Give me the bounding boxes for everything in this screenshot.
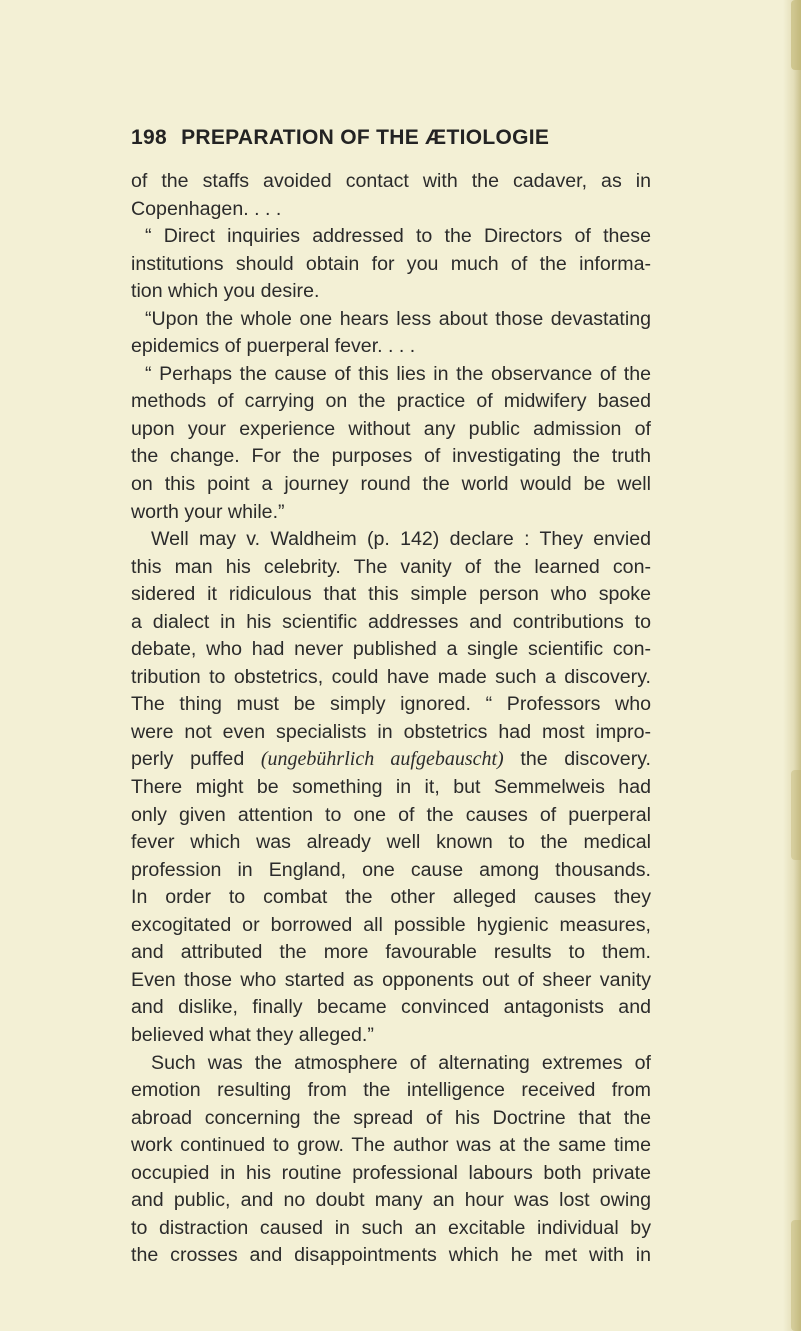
text-line: [131, 168, 651, 196]
text-line: [131, 581, 651, 609]
text-line: [131, 1160, 651, 1188]
text-line-content: There might be something in it, but Semmelweis had: [131, 776, 651, 799]
text-line: [131, 1105, 651, 1133]
text-line: [131, 636, 651, 664]
text-line-content: “ Perhaps the cause of this lies in the observance of the: [145, 362, 651, 385]
text-line-content: upon your experience without any public admission of: [131, 417, 651, 440]
text-line-content: the change. For the purposes of investigating the truth: [131, 445, 651, 468]
text-line: [131, 196, 651, 224]
text-line: [131, 609, 651, 637]
text-line-content: institutions should obtain for you much of the informa-: [131, 252, 651, 275]
text-line: [131, 719, 651, 747]
text-line-content: and attributed the more favourable results to them.: [131, 941, 651, 964]
page-edge-stain: [791, 770, 801, 860]
text-line: [131, 829, 651, 857]
text-line-content: fever which was already well known to the medical: [131, 831, 651, 854]
text-line: [131, 333, 651, 361]
text-line-content: debate, who had never published a single scientific con-: [131, 638, 651, 661]
text-line-content: “ Direct inquiries addressed to the Directors of these: [145, 225, 651, 248]
text-line-content: abroad concerning the spread of his Doctrine that the: [131, 1106, 651, 1129]
text-line: [131, 994, 651, 1022]
text-line-continuation: the discovery.: [520, 748, 651, 771]
text-line-content: a dialect in his scientific addresses and contributions to: [131, 610, 651, 633]
text-line: [131, 967, 651, 995]
text-line-content: believed what they alleged.”: [131, 1023, 374, 1046]
text-line: [131, 471, 651, 499]
text-line: [131, 939, 651, 967]
text-line-content: and dislike, finally became convinced antagonists and: [131, 996, 651, 1019]
text-line-content: were not even specialists in obstetrics had most impro-: [131, 720, 651, 743]
text-line: [131, 746, 651, 774]
page-edge-shading: [783, 0, 801, 1331]
text-line-content: Such was the atmosphere of alternating extremes of: [151, 1051, 651, 1074]
text-line-content: only given attention to one of the causes of puerperal: [131, 803, 651, 826]
text-line-content: emotion resulting from the intelligence received from: [131, 1079, 651, 1102]
page-edge-stain: [791, 0, 801, 70]
text-line-content: Copenhagen. . . .: [131, 197, 282, 220]
text-line-content: Even those who started as opponents out of sheer vanity: [131, 968, 651, 991]
text-line: [131, 1215, 651, 1243]
text-line-content: on this point a journey round the world would be well: [131, 473, 651, 496]
text-line: [131, 443, 651, 471]
text-line: [131, 1187, 651, 1215]
text-line-content: methods of carrying on the practice of midwifery based: [131, 390, 651, 413]
page-number: 198: [131, 126, 167, 149]
text-line-content: perly puffed: [131, 748, 245, 771]
chapter-title: PREPARATION OF THE ÆTIOLOGIE: [181, 126, 550, 149]
text-line: [131, 857, 651, 885]
text-line-content: tribution to obstetrics, could have made such a discovery.: [131, 665, 651, 688]
text-line-content: worth your while.”: [131, 500, 285, 523]
text-line: [131, 884, 651, 912]
text-line-content: work continued to grow. The author was at the same time: [131, 1134, 651, 1157]
text-line: [131, 361, 651, 389]
running-head: [131, 126, 691, 156]
body-text: [131, 168, 651, 1270]
text-line-content: “Upon the whole one hears less about those devastating: [145, 307, 651, 330]
text-line-content: excogitated or borrowed all possible hygienic measures,: [131, 913, 651, 936]
text-line: [131, 526, 651, 554]
text-line: [131, 691, 651, 719]
text-line-content: Well may v. Waldheim (p. 142) declare : They envied: [151, 528, 651, 551]
italic-german-phrase: (ungebührlich aufgebauscht): [260, 748, 504, 771]
text-line: [131, 499, 651, 527]
text-line-content: The thing must be simply ignored. “ Professors who: [131, 693, 651, 716]
text-line: [131, 306, 651, 334]
text-line: [131, 1022, 651, 1050]
text-line: [131, 554, 651, 582]
text-line-content: to distraction caused in such an excitable individual by: [131, 1216, 651, 1239]
text-line: [131, 912, 651, 940]
text-line-content: of the staffs avoided contact with the cadaver, as in: [131, 170, 651, 192]
text-line: [131, 1242, 651, 1270]
text-line: [131, 802, 651, 830]
text-line: [131, 223, 651, 251]
text-line: [131, 664, 651, 692]
text-line: [131, 388, 651, 416]
text-line-content: epidemics of puerperal fever. . . .: [131, 335, 416, 358]
text-line: [131, 1050, 651, 1078]
text-line-content: sidered it ridiculous that this simple person who spoke: [131, 583, 651, 606]
text-line: [131, 1132, 651, 1160]
page-edge-stain: [791, 1220, 801, 1331]
text-line-content: and public, and no doubt many an hour was lost owing: [131, 1189, 651, 1212]
text-line-content: tion which you desire.: [131, 280, 320, 303]
text-line-content: occupied in his routine professional labours both private: [131, 1161, 651, 1184]
text-line: [131, 774, 651, 802]
text-line: [131, 1077, 651, 1105]
text-line: [131, 416, 651, 444]
text-line-content: In order to combat the other alleged causes they: [131, 886, 651, 909]
text-line-content: the crosses and disappointments which he met with in: [131, 1244, 651, 1267]
text-line-content: profession in England, one cause among thousands.: [131, 858, 651, 881]
text-line: [131, 251, 651, 279]
text-line-content: this man his celebrity. The vanity of the learned con-: [131, 555, 651, 578]
text-line: [131, 278, 651, 306]
